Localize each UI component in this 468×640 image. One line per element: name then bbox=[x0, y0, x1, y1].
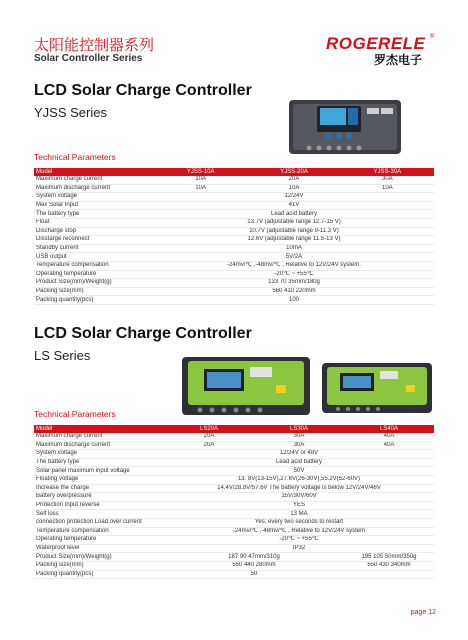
table-row bbox=[34, 510, 434, 519]
logo-wordmark: ROGERELE bbox=[326, 34, 426, 53]
table-row bbox=[34, 433, 434, 441]
cell-value: 100 bbox=[154, 296, 434, 305]
column-header: LS20A bbox=[164, 425, 254, 433]
row-label: Increase the charge bbox=[34, 484, 164, 493]
column-header: YJSS-20A bbox=[247, 168, 340, 176]
row-label: Battery overpressure bbox=[34, 493, 164, 502]
cell-value: 560 410 220mm bbox=[154, 287, 434, 296]
section1-title: LCD Solar Charge Controller bbox=[34, 82, 252, 99]
table-row bbox=[34, 279, 434, 288]
row-label: The battery type bbox=[34, 210, 154, 219]
row-label: Product Size(mm)/Weight(g) bbox=[34, 553, 164, 562]
cell-value: 20A bbox=[164, 441, 254, 450]
ls-spec-table bbox=[34, 425, 434, 579]
cell-value: 5V/2A bbox=[154, 253, 434, 262]
cell-value: 13.7V (adjustable range 12.7-15 V) bbox=[154, 218, 434, 227]
cell-value: 30A bbox=[254, 433, 344, 441]
table-row bbox=[34, 270, 434, 279]
cell-value: YES bbox=[164, 501, 434, 510]
column-header: YJSS-10A bbox=[154, 168, 247, 176]
row-label: Max Solar Input bbox=[34, 201, 154, 210]
section1-params-heading: Technical Parameters bbox=[34, 152, 116, 162]
table-row bbox=[34, 484, 434, 493]
table-row bbox=[34, 253, 434, 262]
cell-value: 15V/30V/60V bbox=[164, 493, 434, 502]
row-label: Solar panel maximum input voltage bbox=[34, 467, 164, 476]
cell-value: 10.7V (adjustable range 9-11.3 V) bbox=[154, 227, 434, 236]
row-label: Operating temperature bbox=[34, 270, 154, 279]
table-row bbox=[34, 501, 434, 510]
table-row bbox=[34, 475, 434, 484]
row-label: Operating temperature bbox=[34, 536, 164, 545]
table-row bbox=[34, 518, 434, 527]
section2-title: LCD Solar Charge Controller bbox=[34, 325, 252, 342]
row-label: Temperature compensation bbox=[34, 261, 154, 270]
table-row bbox=[34, 193, 434, 202]
cell-value: -24mv/℃ ,-48mv/℃ , Relative to 12V/24V system. bbox=[154, 261, 434, 270]
table-row bbox=[34, 441, 434, 450]
cell-value: 20A bbox=[164, 433, 254, 441]
page-number: page 12 bbox=[410, 609, 436, 616]
ls-controller-small bbox=[322, 363, 432, 413]
cell-value: 20A bbox=[247, 176, 340, 184]
row-label: Discharge stop bbox=[34, 227, 154, 236]
yjss-spec-table bbox=[34, 168, 434, 305]
table-row bbox=[34, 570, 434, 579]
cell-value: 12.6V (adjustable range 11.5-13 V) bbox=[154, 236, 434, 245]
cell-value: 195 105 50mm/350g bbox=[344, 553, 434, 562]
row-label: Packing size(mm) bbox=[34, 561, 164, 570]
table-row bbox=[34, 236, 434, 245]
row-label: Maximum discharge current bbox=[34, 184, 154, 193]
brand-logo bbox=[326, 34, 438, 67]
table-row bbox=[34, 261, 434, 270]
cell-value: -20℃ ~ +55℃ bbox=[164, 536, 434, 545]
cell-value: 550 440 280mm bbox=[164, 561, 344, 570]
series-title-en: Solar Controller Series bbox=[34, 53, 143, 64]
cell-value: IP32 bbox=[164, 544, 434, 553]
row-label: Float bbox=[34, 218, 154, 227]
yjss-controller-image bbox=[287, 96, 405, 158]
registered-mark: ® bbox=[430, 34, 435, 40]
table-row bbox=[34, 296, 434, 305]
table-row bbox=[34, 561, 434, 570]
row-label: Maximum discharge current bbox=[34, 441, 164, 450]
table-row bbox=[34, 201, 434, 210]
cell-value: 10mA bbox=[154, 244, 434, 253]
column-header: LS30A bbox=[254, 425, 344, 433]
cell-value: 550 430 340mm bbox=[344, 561, 434, 570]
row-label: The battery type bbox=[34, 458, 164, 467]
ls-controller-large bbox=[182, 357, 310, 415]
cell-value: 12/24V bbox=[154, 193, 434, 202]
cell-value: 40A bbox=[344, 441, 434, 450]
section2-series: LS Series bbox=[34, 348, 91, 363]
cell-value bbox=[344, 570, 434, 579]
cell-value: -24mv/℃ ,-48mv/℃ , Relative to 12V/24V system bbox=[164, 527, 434, 536]
column-header: LS40A bbox=[344, 425, 434, 433]
row-label: System voltage bbox=[34, 450, 164, 459]
table-row bbox=[34, 244, 434, 253]
table-row bbox=[34, 227, 434, 236]
cell-value: 30A bbox=[254, 441, 344, 450]
row-label: Packing quantity(pcs) bbox=[34, 570, 164, 579]
table-row bbox=[34, 218, 434, 227]
table-row bbox=[34, 467, 434, 476]
cell-value: 12/24V or 48V bbox=[164, 450, 434, 459]
table-row bbox=[34, 287, 434, 296]
row-label: Disstarge reconnect bbox=[34, 236, 154, 245]
cell-value: Yes; every two seconds to restart bbox=[164, 518, 434, 527]
cell-value: 10A bbox=[247, 184, 340, 193]
cell-value: 14.4V/28.8V/57.6V The battery voltage is below 12V/24V/48V bbox=[164, 484, 434, 493]
cell-value: 41V bbox=[154, 201, 434, 210]
row-label: Protection Input reverse bbox=[34, 501, 164, 510]
row-label: Self loss bbox=[34, 510, 164, 519]
row-label: connection protection Load over current bbox=[34, 518, 164, 527]
row-label: Maximum charge current bbox=[34, 433, 164, 441]
series-title-cn: 太阳能控制器系列 bbox=[34, 36, 155, 54]
table-row bbox=[34, 493, 434, 502]
cell-value: 10A bbox=[341, 184, 434, 193]
cell-value: 187 90 47mm/310g bbox=[164, 553, 344, 562]
row-label: Packing quantity(pcs) bbox=[34, 296, 154, 305]
section1-series: YJSS Series bbox=[34, 105, 107, 120]
row-label: Temperature compensation bbox=[34, 527, 164, 536]
table-row bbox=[34, 536, 434, 545]
row-label: Waterproof level bbox=[34, 544, 164, 553]
row-label: System voltage bbox=[34, 193, 154, 202]
cell-value: 133 70 35mm/180g bbox=[154, 279, 434, 288]
table-row bbox=[34, 184, 434, 193]
cell-value: Lead acid battery bbox=[164, 458, 434, 467]
row-label: Maximum charge current bbox=[34, 176, 154, 184]
row-label: Product Size(mm)/Weight(g) bbox=[34, 279, 154, 288]
cell-value: 10A bbox=[154, 184, 247, 193]
cell-value: 30A bbox=[341, 176, 434, 184]
table-row bbox=[34, 544, 434, 553]
table-row bbox=[34, 527, 434, 536]
cell-value: 13 MA bbox=[164, 510, 434, 519]
column-header: Model bbox=[34, 168, 154, 176]
row-label: USB output bbox=[34, 253, 154, 262]
column-header: YJSS-30A bbox=[341, 168, 434, 176]
row-label: Floating voltage bbox=[34, 475, 164, 484]
section2-params-heading: Technical Parameters bbox=[34, 409, 116, 419]
ls-controller-images bbox=[180, 355, 436, 417]
table-row bbox=[34, 458, 434, 467]
cell-value: 50V bbox=[164, 467, 434, 476]
row-label: Standby current bbox=[34, 244, 154, 253]
table-row bbox=[34, 176, 434, 184]
logo-chinese: 罗杰电子 bbox=[374, 53, 423, 67]
table-row bbox=[34, 553, 434, 562]
table-header-row bbox=[34, 168, 434, 176]
cell-value: 50 bbox=[164, 570, 344, 579]
cell-value: 13. 8V(13-15V),27.6V(26-30V),55.2V(52-60V) bbox=[164, 475, 434, 484]
cell-value: -20℃ ~ +55℃ bbox=[154, 270, 434, 279]
column-header: Model bbox=[34, 425, 164, 433]
table-row bbox=[34, 210, 434, 219]
cell-value: 10A bbox=[154, 176, 247, 184]
cell-value: Lead acid battery bbox=[154, 210, 434, 219]
table-row bbox=[34, 450, 434, 459]
table-header-row bbox=[34, 425, 434, 433]
cell-value: 40A bbox=[344, 433, 434, 441]
row-label: Packing size(mm) bbox=[34, 287, 154, 296]
